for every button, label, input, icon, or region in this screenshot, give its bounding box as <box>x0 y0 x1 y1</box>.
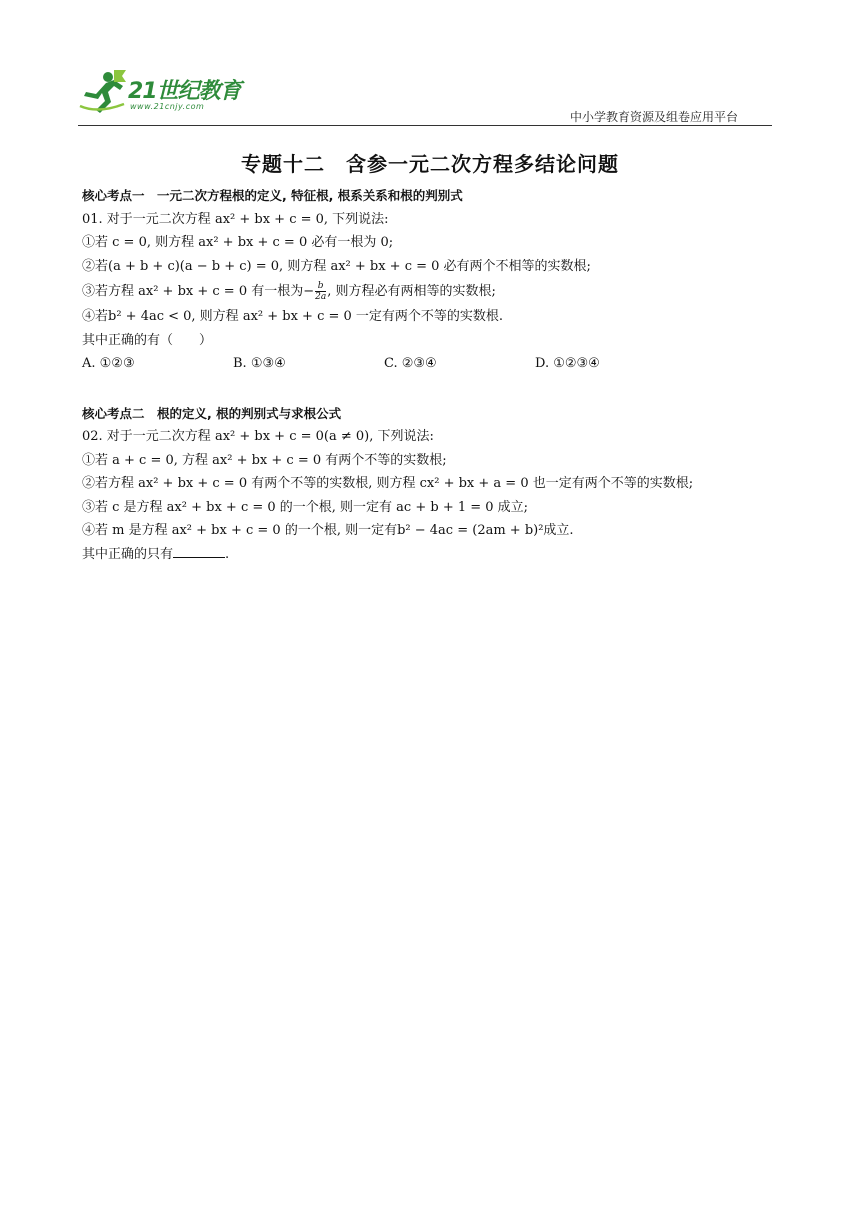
q1-statement-3-pre: ③若方程 ax² + bx + c = 0 有一根为− <box>82 284 315 299</box>
q2-intro: 02. 对于一元二次方程 ax² + bx + c = 0(a ≠ 0), 下列说法: <box>82 429 434 444</box>
q2-prompt <box>82 543 782 567</box>
q1-statement-4: ④若b² + 4ac < 0, 则方程 ax² + bx + c = 0 一定有两个不等的实数根. <box>82 309 504 324</box>
header-divider <box>78 125 772 126</box>
section-gap <box>82 376 782 402</box>
page-title: 专题十二 含参一元二次方程多结论问题 <box>241 152 619 176</box>
q1-statement-2: ②若(a + b + c)(a − b + c) = 0, 则方程 ax² + bx + c = 0 必有两个不相等的实数根; <box>82 258 591 274</box>
q1-statement-3-post: , 则方程必有两相等的实数根; <box>327 284 496 299</box>
fraction <box>315 281 326 302</box>
option-a[interactable]: A. ①②③ <box>82 356 135 371</box>
document-body <box>82 184 782 566</box>
fraction-denominator: 2a <box>315 292 327 302</box>
section1-heading: 核心考点一 一元二次方程根的定义, 特征根, 根系关系和根的判别式 <box>82 188 463 203</box>
logo-text: 21世纪教育 <box>128 79 241 104</box>
q2-prompt-end: . <box>225 546 230 562</box>
logo-url: www.21cnjy.com <box>130 102 205 111</box>
option-b[interactable]: B. ①③④ <box>233 356 286 371</box>
q2-statement-1: ①若 a + c = 0, 方程 ax² + bx + c = 0 有两个不等的实数根; <box>82 452 447 468</box>
q2-prompt-text: 其中正确的只有 <box>82 546 174 562</box>
q2-statement-3: ③若 c 是方程 ax² + bx + c = 0 的一个根, 则一定有 ac + b + 1 = 0 成立; <box>82 499 529 515</box>
q1-options <box>82 352 782 376</box>
q2-statement-2: ②若方程 ax² + bx + c = 0 有两个不等的实数根, 则方程 cx² + bx + a = 0 也一定有两个不等的实数根; <box>82 476 694 491</box>
runner-logo-icon <box>78 68 128 114</box>
section2-heading: 核心考点二 根的定义, 根的判别式与求根公式 <box>82 405 342 421</box>
option-c[interactable]: C. ②③④ <box>384 356 437 371</box>
q2-statement-4: ④若 m 是方程 ax² + bx + c = 0 的一个根, 则一定有b² − 4ac = (2am + b)²成立. <box>82 523 574 538</box>
q1-statement-1: ①若 c = 0, 则方程 ax² + bx + c = 0 必有一根为 0; <box>82 235 394 250</box>
q1-prompt: 其中正确的有（ ） <box>82 332 213 348</box>
option-d[interactable]: D. ①②③④ <box>535 356 600 371</box>
fraction-numerator: b <box>315 281 326 292</box>
page-header <box>78 68 772 130</box>
q1-statement-3 <box>82 278 782 305</box>
platform-label: 中小学教育资源及组卷应用平台 <box>569 110 738 124</box>
q1-intro: 01. 对于一元二次方程 ax² + bx + c = 0, 下列说法: <box>82 211 389 227</box>
answer-blank[interactable] <box>173 543 225 558</box>
logo <box>78 68 258 118</box>
